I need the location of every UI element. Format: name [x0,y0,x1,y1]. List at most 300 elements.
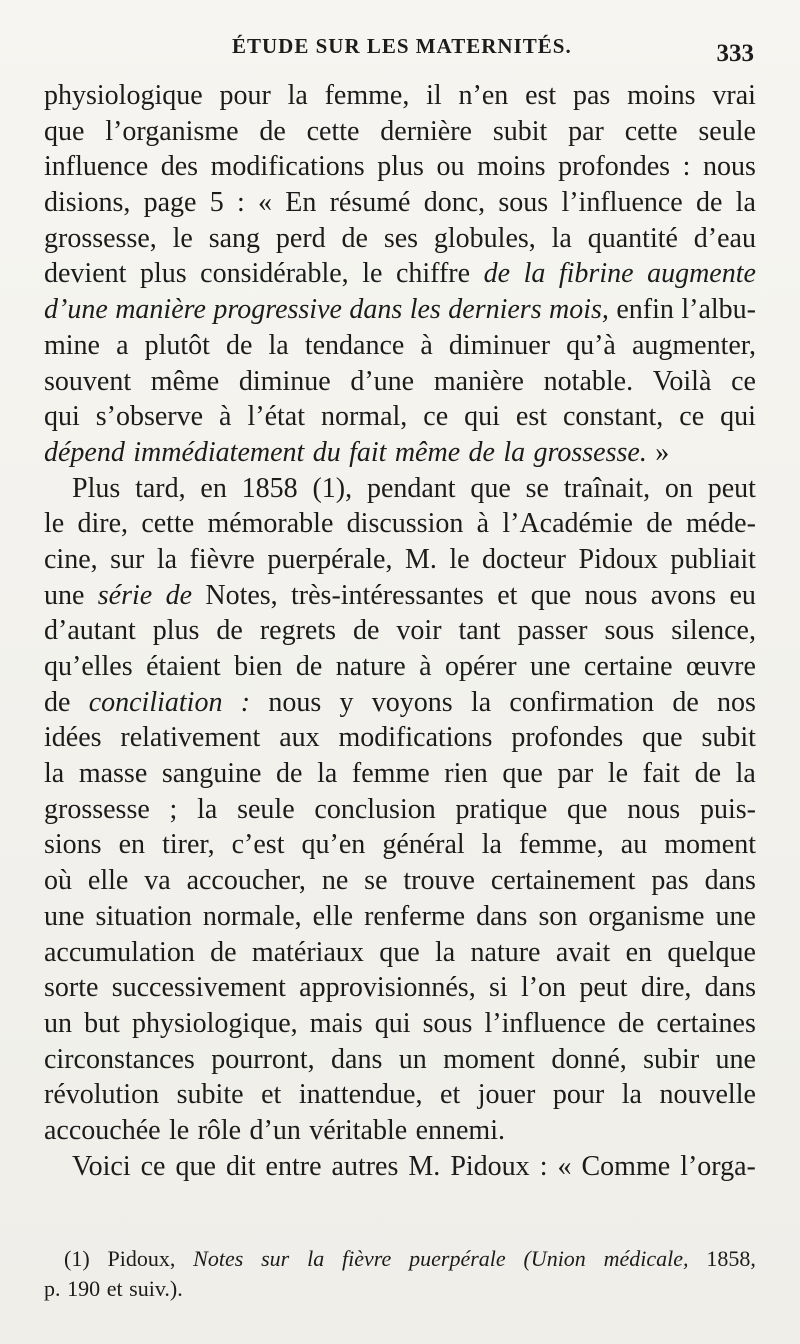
word: même [394,436,461,468]
word: : [240,686,251,718]
word: devient [44,258,127,290]
word: va [144,865,171,897]
word: Pidoux, [107,1246,176,1271]
text-line [44,613,756,649]
word: cine, [44,543,98,575]
word: de [295,651,323,682]
word: que [567,793,608,825]
word: aux [279,722,320,754]
word: qui [44,401,80,433]
word: subit [492,115,548,147]
word: diminue [238,365,331,397]
word: la [317,758,338,790]
word: la [287,80,308,111]
word: vrai [712,80,756,111]
word: ennemi. [415,1114,505,1146]
word: que [44,115,85,147]
word: qu’en [301,829,366,861]
word: l’orga- [680,1150,756,1182]
text-line [44,256,756,292]
word: sous [422,1007,473,1039]
word: puerpérale, [267,543,393,575]
word: d’autant [44,615,136,647]
word: femme, [324,80,410,111]
word: pratique [455,793,548,825]
word: la [481,829,502,861]
word: ou [436,151,465,183]
word: grossesse, [44,222,157,254]
word: la [503,436,526,468]
word: étaient [146,651,221,682]
word: M. [404,543,437,575]
word: de [672,686,699,718]
word: Notes [193,1246,244,1271]
text-line [44,720,756,756]
word: dans [476,900,528,932]
word: (Union [523,1246,586,1271]
text-line [44,1149,756,1185]
word: (1) [64,1246,90,1271]
text-line [44,114,756,150]
word: et [261,1079,282,1111]
word: le [607,758,629,790]
word: plus [139,258,187,290]
word: Pidoux [450,1150,530,1182]
text-line [44,435,756,471]
word: en [118,829,146,861]
word: seule [698,115,756,147]
word: donc, [423,187,486,219]
word: diminuer [448,329,551,361]
word: physiologique, [131,1007,298,1039]
word: tard, [135,472,186,504]
text-line [44,970,756,1006]
word: nous [703,151,756,183]
word: derniers [448,294,542,326]
word: l’état [247,401,305,433]
word: Voilà [652,365,712,397]
text-line [44,221,756,257]
word: ses [383,222,419,254]
text-line [44,328,756,364]
text-line [44,149,756,185]
word: femme, [518,829,604,861]
word: nous [627,793,681,825]
word: pourront, [211,1043,315,1075]
word: que [379,936,420,968]
word: elle [312,900,354,932]
word: d’une [44,294,108,326]
word: inattendue, [298,1079,423,1111]
word: profondes [558,151,671,183]
word: : [682,151,691,183]
word: que [175,1150,216,1182]
word: relativement [120,722,261,754]
word: l’organisme [105,115,239,147]
word: de [695,187,723,219]
word: que [502,758,543,790]
word: femme [351,758,430,790]
word: puis- [699,793,756,825]
word: l’albu- [681,294,756,326]
word: dans [704,972,756,1004]
word: progressive [213,294,342,326]
word: les [409,294,441,326]
word: accumulation [44,936,195,968]
word: suiv.). [129,1276,183,1301]
word: que [470,472,511,504]
footnote [44,1244,756,1304]
word: véritable [309,1114,408,1146]
word: moment [664,829,756,861]
word: jouer [477,1079,536,1111]
word: tant [458,615,501,647]
word: Plus [72,472,121,504]
word: la [523,258,546,290]
word: enfin [616,294,674,326]
word: c’est [231,829,285,861]
word: situation [95,900,192,932]
word: un [44,1007,72,1039]
word: une [715,1043,756,1075]
word: des [160,151,199,183]
word: et [497,579,518,611]
word: ce [679,401,705,433]
word: la [735,758,756,790]
word: y [339,686,354,718]
word: l’influence [561,187,683,219]
word: de [44,686,71,718]
page-number: 333 [716,40,754,67]
word: modifications [210,151,365,183]
word: dire, [640,972,692,1004]
word: ce [140,1150,166,1182]
word: série [97,579,153,611]
word: même [150,365,220,397]
word: de [210,936,237,968]
word: ce [731,365,756,397]
word: rien [444,758,488,790]
word: subite [176,1079,244,1111]
word: de [468,436,495,468]
word: entre [265,1150,322,1182]
word: par [557,758,594,790]
text-line [44,1077,756,1113]
word: de [165,579,192,611]
text-line [44,471,756,507]
word: la [434,936,456,968]
word: matériaux [251,936,364,968]
word: passer [517,615,588,647]
word: moins [627,80,696,111]
word: la [197,793,218,825]
word: 5 [209,187,224,219]
footnote-line [64,1244,756,1274]
word: que [530,579,572,611]
word: nos [717,686,756,718]
word: 190 [67,1276,101,1301]
word: le [362,258,383,290]
word: sous [604,615,655,647]
word: cette [624,115,678,147]
word: sanguine [161,758,262,790]
word: la [735,187,756,219]
word: l’on [520,972,567,1004]
text-line [44,685,756,721]
word: normal, [320,401,408,433]
word: quantité [587,222,678,254]
word: fièvre [189,543,255,575]
word: augmente [647,258,756,290]
word: fait [349,436,387,468]
word: la [470,686,492,718]
word: s’observe [95,401,204,433]
word: publiait [670,543,756,575]
word: fait [642,758,680,790]
word: donné, [551,1043,627,1075]
word: grossesse [44,793,150,825]
word: d’un [249,1114,301,1146]
word: médicale, [603,1246,689,1271]
word: ne [321,865,349,897]
word: nouvelle [659,1079,756,1111]
word: profondes [511,722,624,754]
word: peut [707,472,756,504]
word: dernière [380,115,472,147]
word: sur [261,1246,290,1271]
word: discussion [346,508,464,540]
word: certaines [656,1007,756,1039]
word: en [200,472,227,504]
footnote-line [44,1274,756,1304]
word: son [538,900,578,932]
running-title: ÉTUDE SUR LES MATERNITÉS. [232,34,572,58]
word: plus [152,615,200,647]
word: si [488,972,508,1004]
word: au [620,829,648,861]
text-line [44,756,756,792]
word: trouve [403,865,475,897]
word: opérer [445,651,517,682]
word: renferme [364,900,466,932]
word: regrets [259,615,337,647]
word: voir [396,615,442,647]
word: n’en [458,80,509,111]
word: subit [701,722,756,754]
word: accoucher, [186,865,306,897]
word: d’une [350,365,415,397]
word: masse [78,758,148,790]
word: quelque [667,936,756,968]
word: 1858 [241,472,298,504]
text-line [44,792,756,828]
word: ; [169,793,178,825]
word: Comme [581,1150,671,1182]
word: que [642,722,683,754]
word: de [483,258,511,290]
word: à [219,401,232,433]
word: l’influence [484,1007,606,1039]
word: la [307,1246,325,1271]
word: est [515,401,547,433]
word: mais [309,1007,363,1039]
word: il [426,80,442,111]
word: à [420,329,433,361]
word: de [226,329,253,361]
word: tendance [304,329,405,361]
word: qu’elles [44,651,133,682]
word: nature [470,936,541,968]
word: rôle [197,1114,242,1146]
word: dans [349,294,403,326]
word: le [172,222,193,254]
word: de [216,615,243,647]
word: : [236,187,245,219]
word: docteur [482,543,567,575]
word: Pidoux [578,543,658,575]
word: une [530,651,571,682]
word: physiologique [44,80,203,111]
word: dans [331,1043,383,1075]
word: Notes, [205,579,278,611]
word: certaine [583,651,673,682]
word: manière [433,365,524,397]
word: qui [374,1007,411,1039]
text-line [44,399,756,435]
word: puerpérale [409,1246,506,1271]
text-line [44,827,756,863]
word: nous [268,686,322,718]
word: pas [651,865,689,897]
word: mémorable [207,508,334,540]
word: en [625,936,652,968]
word: 1858, [706,1246,756,1271]
word: sorte [44,972,99,1004]
text-line [44,185,756,221]
word: dépend [44,436,125,468]
word: où [44,865,72,897]
word: but [84,1007,120,1039]
word: fièvre [342,1246,392,1271]
word: résumé [329,187,411,219]
word: d’eau [693,222,756,254]
word: M. [408,1150,441,1182]
word: page [143,187,197,219]
word: qui [720,401,756,433]
word: le [44,508,65,540]
word: qu’à [566,329,616,361]
word: ce [423,401,449,433]
text-line [44,1113,756,1149]
word: un [398,1043,427,1075]
word: bien [234,651,283,682]
word: pendant [366,472,456,504]
word: avons [650,579,717,611]
word: à [419,651,432,682]
word: influence [44,151,149,183]
word: a [116,329,129,361]
word: dire, [77,508,129,540]
word: de [353,615,380,647]
text-line [44,863,756,899]
word: perd [275,222,326,254]
word: accouchée [44,1114,161,1146]
word: chiffre [395,258,471,290]
word: disions, [44,187,131,219]
word: certainement [490,865,636,897]
word: successivement [111,972,286,1004]
word: méde- [685,508,756,540]
word: peut [579,972,628,1004]
word: se [364,865,388,897]
word: sang [208,222,261,254]
word: une [44,579,85,611]
word: le [168,1114,190,1146]
word: nature [335,651,406,682]
word: nous [584,579,638,611]
word: grossesse. [533,436,647,468]
word: la [551,222,572,254]
word: et [440,1079,461,1111]
text-line [44,899,756,935]
text-line [44,364,756,400]
word: de [617,1007,645,1039]
word: révolution [44,1079,160,1111]
word: considérable, [200,258,349,290]
word: l’Académie [502,508,633,540]
word: pas [572,80,611,111]
word: et [106,1276,123,1301]
word: une [715,900,756,932]
word: par [568,115,604,147]
word: Voici [72,1150,131,1182]
word: de [694,758,721,790]
text-line [44,935,756,971]
word: dans [704,865,756,897]
word: En [285,187,317,219]
word: (1), [312,472,353,504]
word: eu [729,579,756,611]
word: mois, [549,294,609,326]
word: la [44,758,65,790]
word: p. [44,1276,61,1301]
word: de [259,115,286,147]
word: de [646,508,673,540]
word: cette [141,508,195,540]
word: la [268,329,289,361]
word: mine [44,329,100,361]
text-line [44,578,756,614]
word: plutôt [144,329,210,361]
word: conciliation [88,686,223,718]
text-line [44,542,756,578]
word: de [341,222,368,254]
word: souvent [44,365,132,397]
body-text [44,78,756,1184]
word: circonstances [44,1043,195,1075]
word: : [539,1150,548,1182]
word: très-intéressantes [291,579,484,611]
word: de [276,758,303,790]
word: globules, [433,222,536,254]
text-line [44,1006,756,1042]
text-line [44,649,756,685]
word: moment [443,1043,535,1075]
word: la [621,1079,642,1111]
text-line [44,506,756,542]
word: une [44,900,85,932]
text-line [44,1042,756,1078]
